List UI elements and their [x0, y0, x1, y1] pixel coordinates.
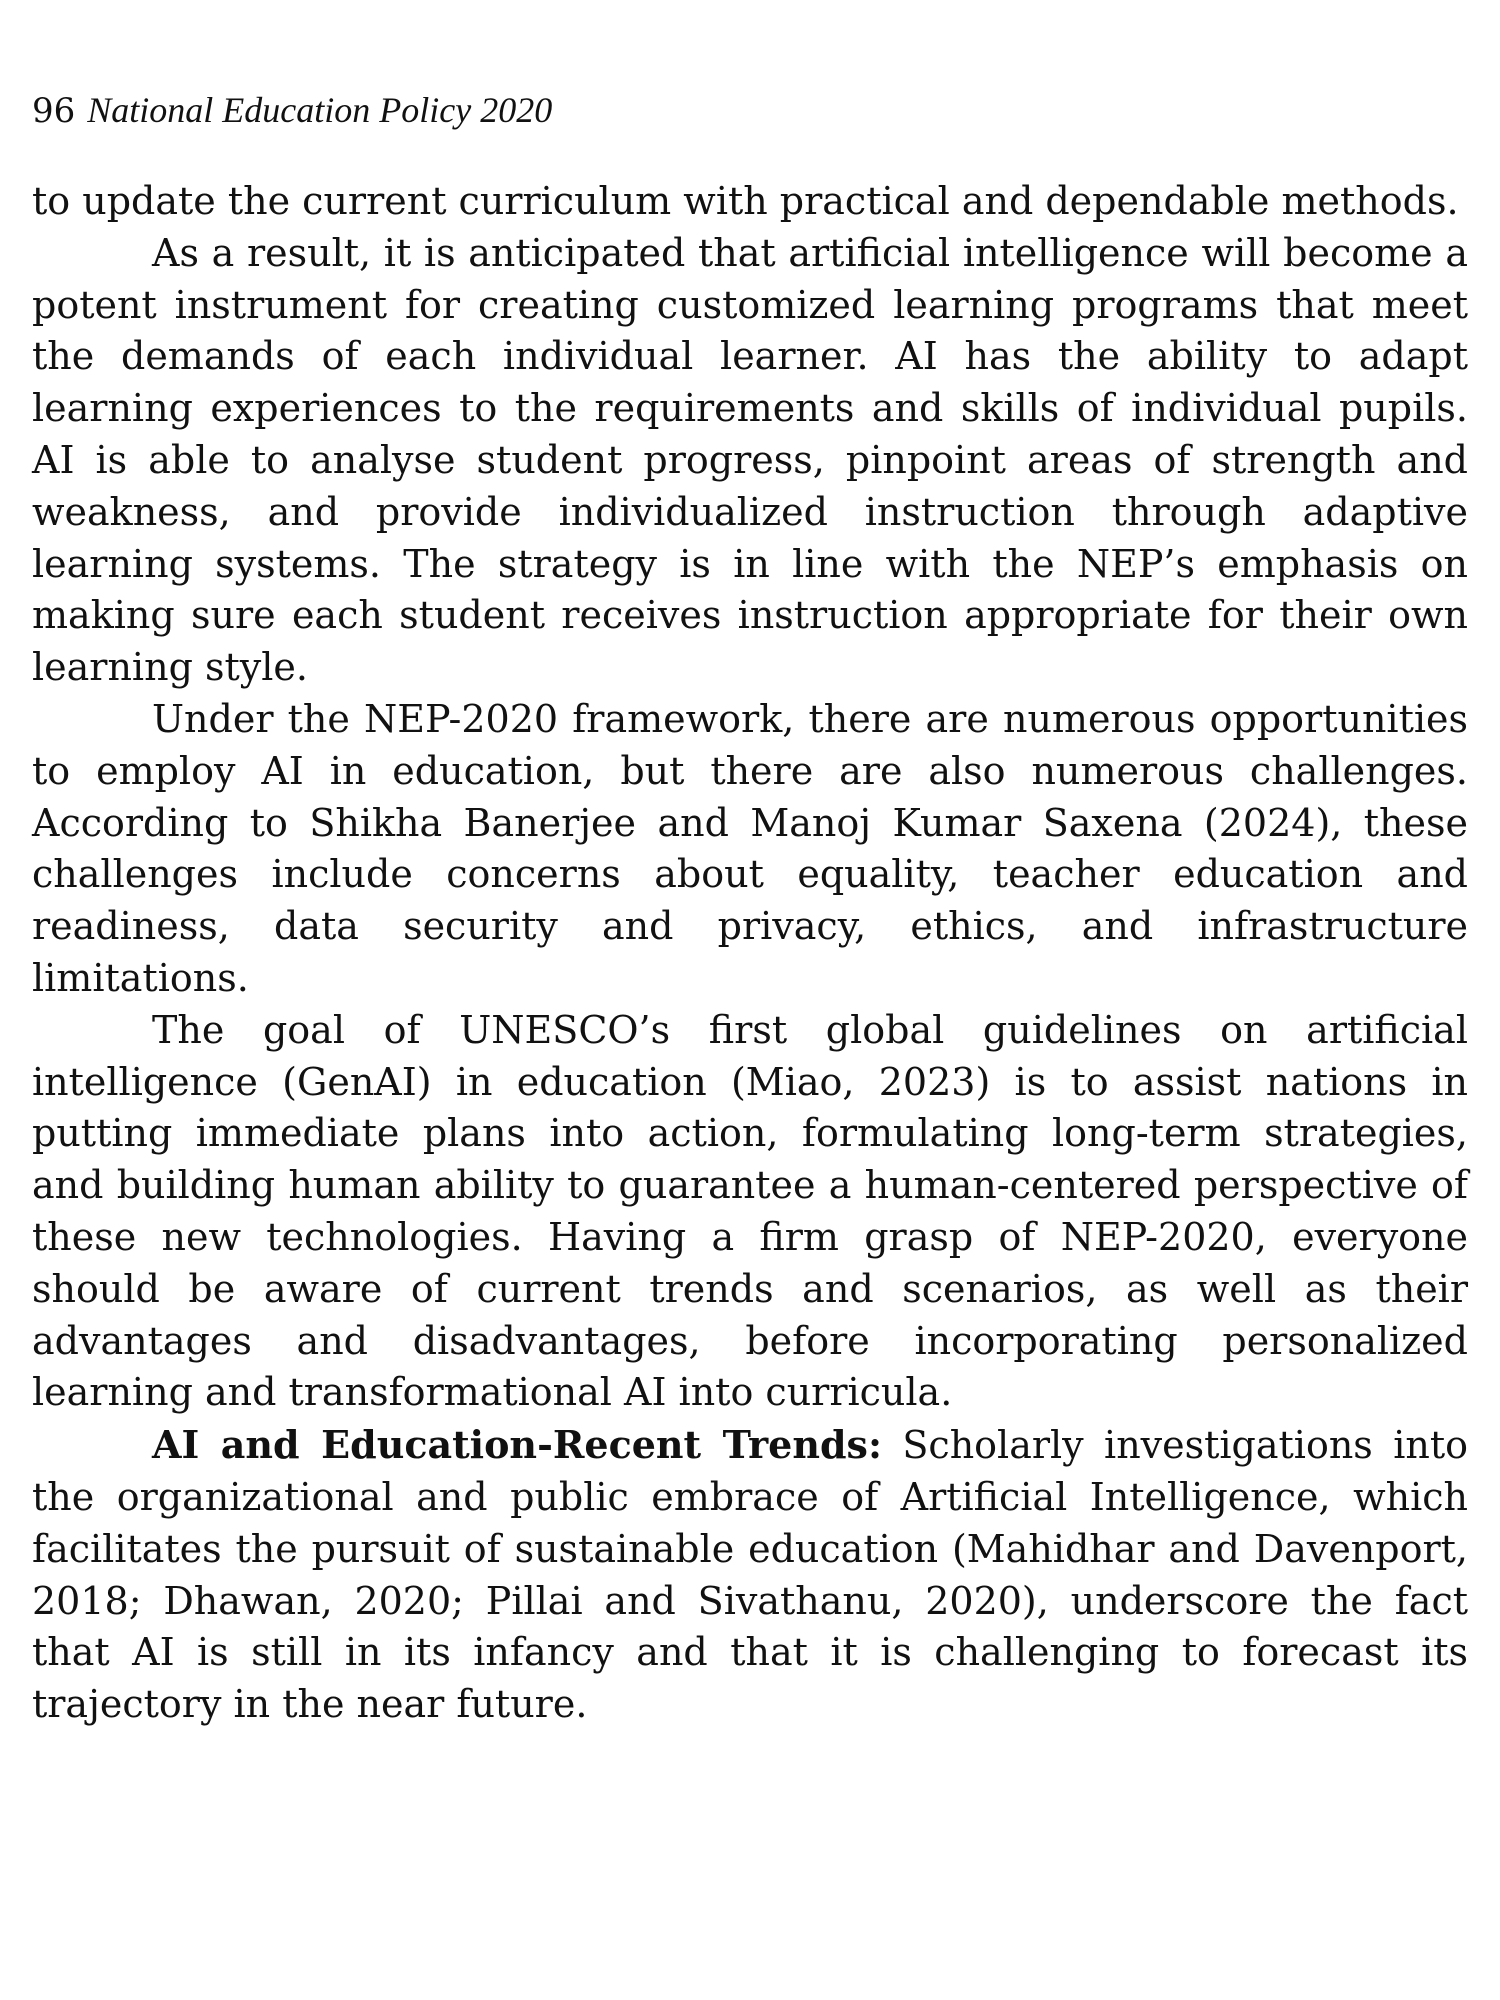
section-run-in-heading: AI and Education-Recent Trends:	[152, 1422, 882, 1468]
running-head	[32, 90, 552, 131]
paragraph-recent-trends-text: Scholarly investigations into the organizational and public embrace of Artificial Intelligence, which facilitates the pursuit of sustainable education (Mahidhar and Davenport, 2018; Dhawan, 2020; Pillai and Sivathanu, 2020), underscore the fact that AI is still in its infancy and that it is challenging to forecast its trajectory in the near future.	[32, 1423, 1468, 1727]
paragraph-recent-trends	[32, 1419, 1468, 1731]
page-number: 96	[32, 91, 76, 131]
paragraph-continuation: to update the current curriculum with practical and dependable methods.	[32, 179, 1459, 223]
paragraph-nep-opportunities-challenges: Under the NEP-2020 framework, there are numerous opportunities to employ AI in education, but there are also numerous challenges. According to Shikha Banerjee and Manoj Kumar Saxena (2024), these challenges include concerns about equality, teacher education and readiness, data security and privacy, ethics, and infrastructure limitations.	[32, 696, 1468, 1000]
paragraph-ai-customized-learning: As a result, it is anticipated that artificial intelligence will become a potent instrument for creating customized learning programs that meet the demands of each individual learner. AI has the ability to adapt learning experiences to the requirements and skills of individual pupils. AI is able to analyse student progress, pinpoint areas of strength and weakness, and provide individualized instruction through adaptive learning systems. The strategy is in line with the NEP’s emphasis on making sure each student receives instruction appropriate for their own learning style.	[32, 230, 1468, 690]
body-text	[32, 176, 1468, 1731]
book-title: National Education Policy 2020	[87, 90, 553, 130]
paragraph-unesco-guidelines: The goal of UNESCO’s first global guidelines on artificial intelligence (GenAI) in education (Miao, 2023) is to assist nations in putting immediate plans into action, formulating long-term strategies, and building human ability to guarantee a human-centered perspective of these new technologies. Having a firm grasp of NEP-2020, everyone should be aware of current trends and scenarios, as well as their advantages and disadvantages, before incorporating personalized learning and transformational AI into curricula.	[32, 1007, 1468, 1415]
